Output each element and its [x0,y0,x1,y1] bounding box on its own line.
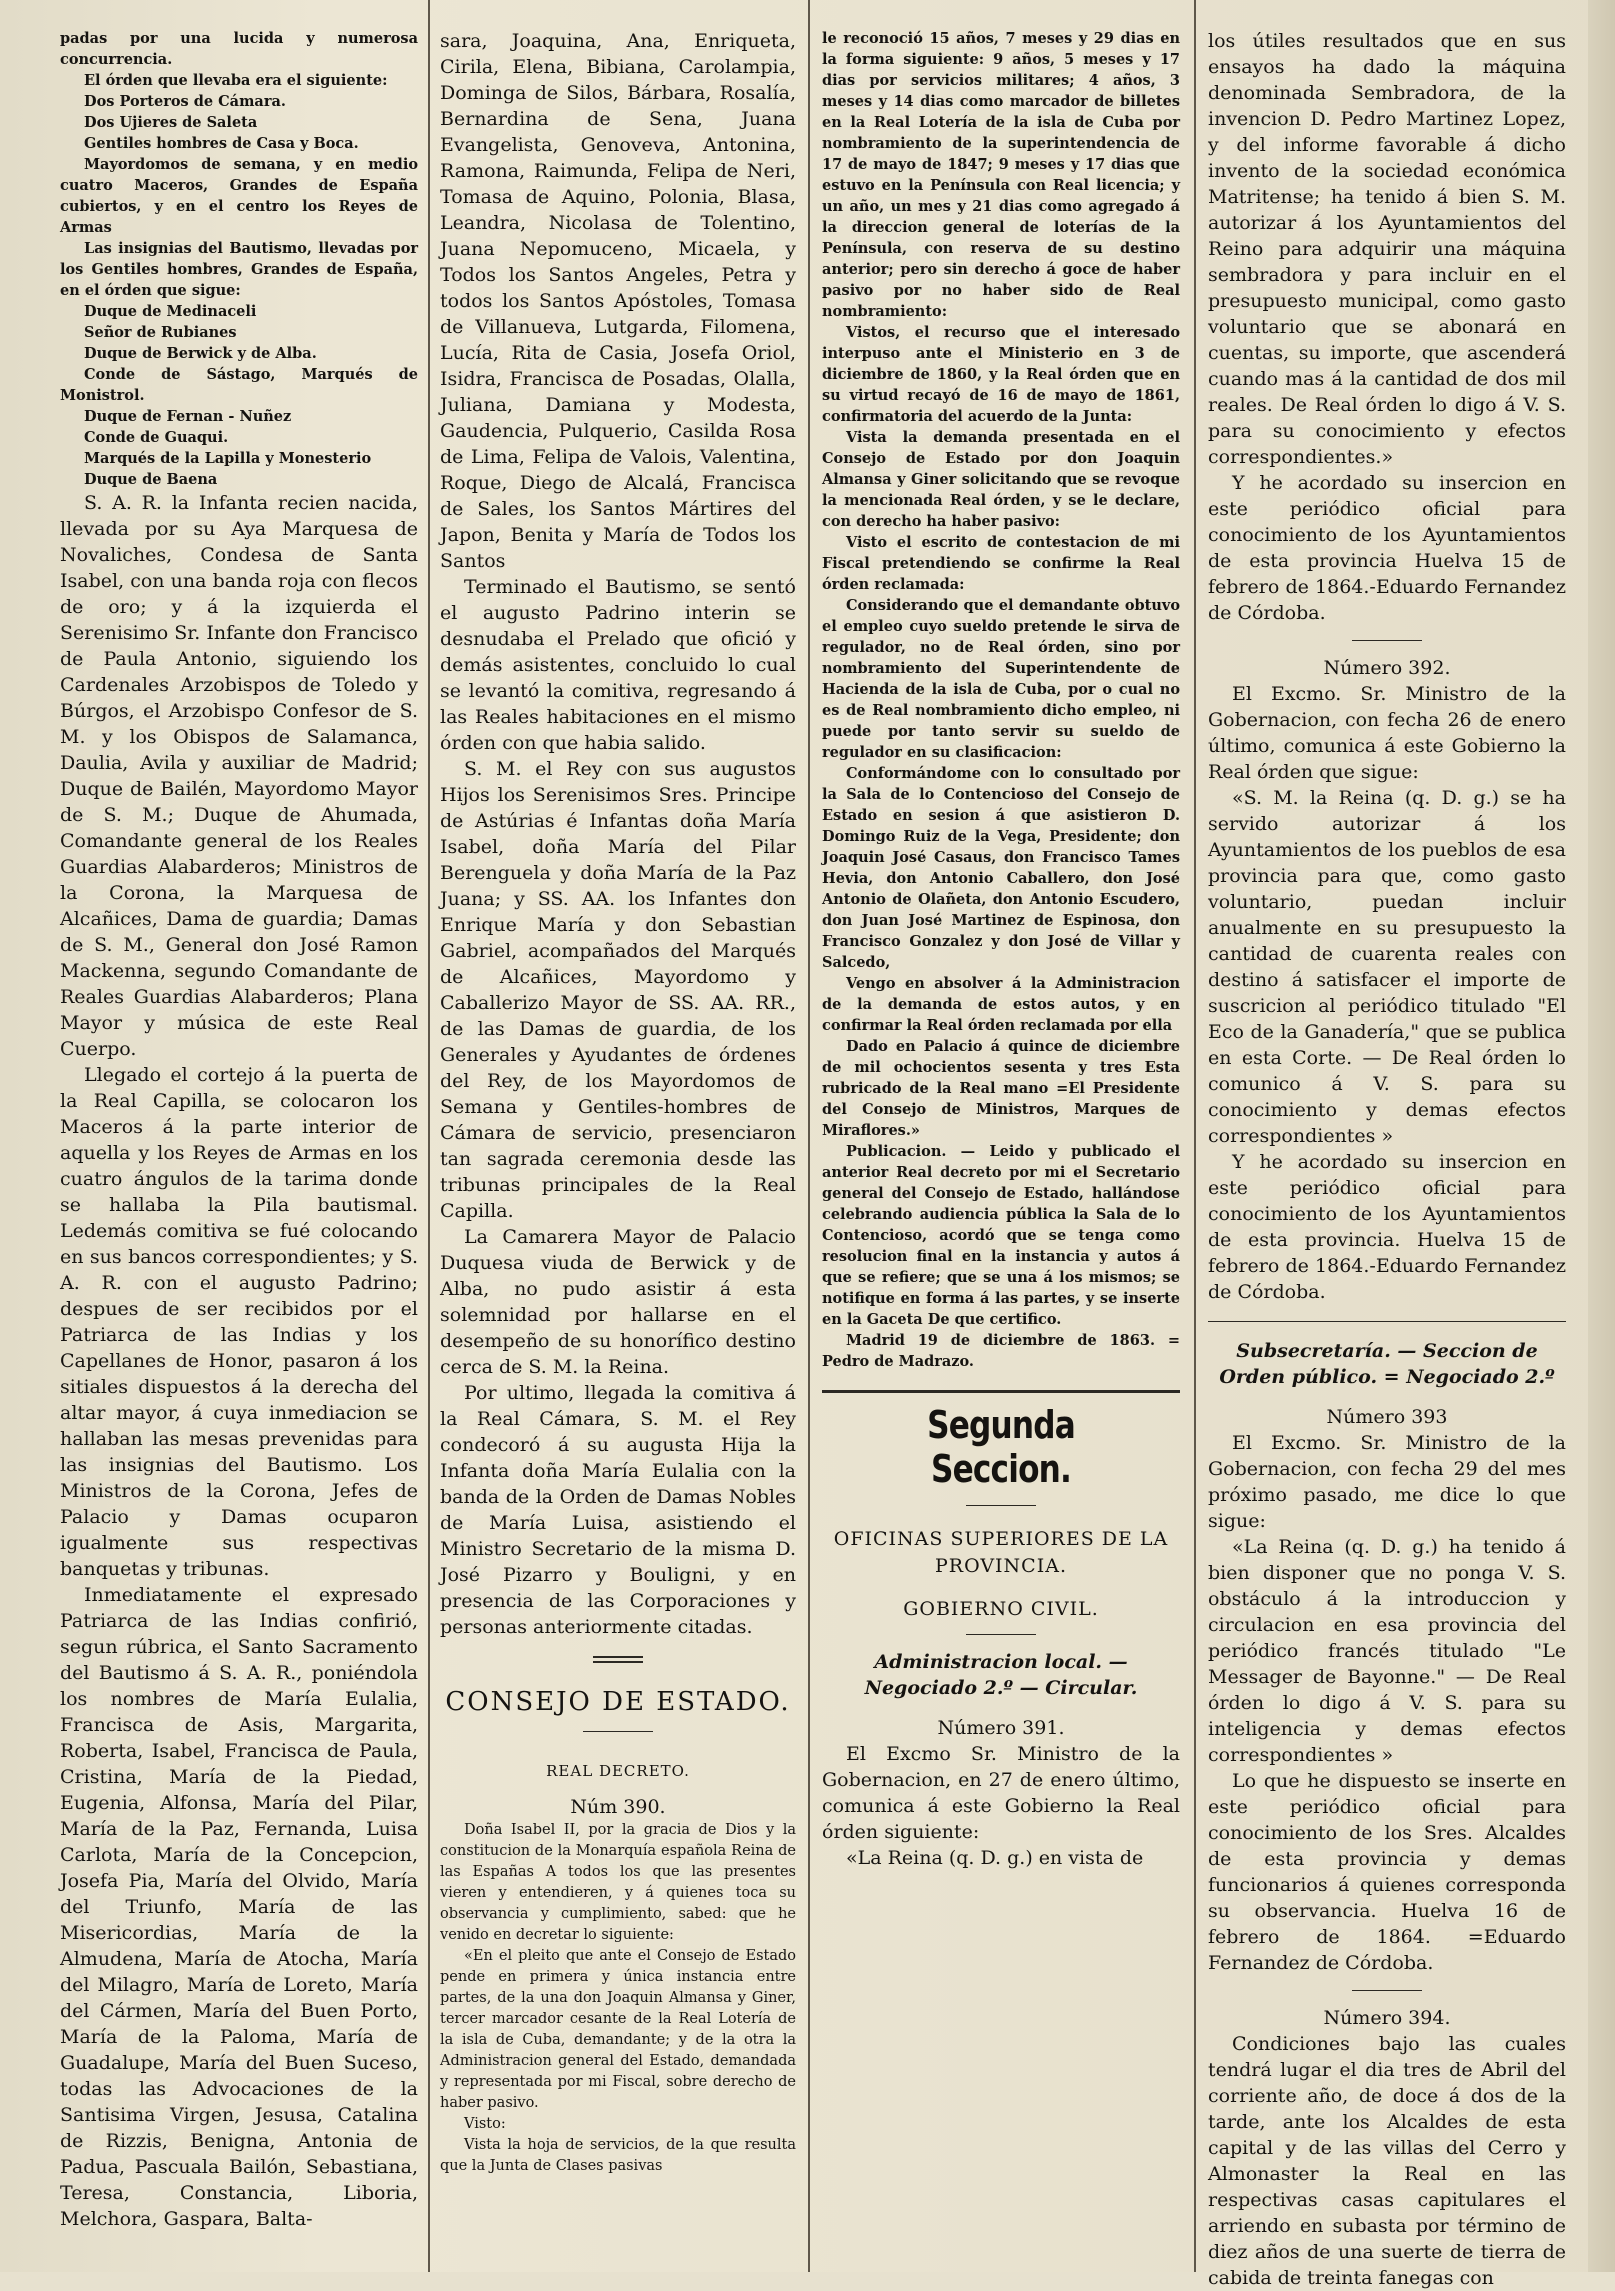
text-paragraph: sara, Joaquina, Ana, Enriqueta, Cirila, Elena, Bibiana, Carolampia, Dominga de Silos, Bárbara, Rosalía, Bernardina de Sena, Juana Evangelista, Genoveva, Antonina, Ramona, Raimunda, Felipa de Neri, Tomasa de Aquino, Polonia, Blasa, Leandra, Nicolasa de Tolentino, Juana Nepomuceno, Micaela, y Todos los Santos Angeles, Petra y todos los Santos Apóstoles, Tomasa de Villanueva, Lutgarda, Filomena, Lucía, Rita de Casia, Josefa Oriol, Isidra, Francisca de Posadas, Olalla, Juliana, Damiana y Modesta, Gaudencia, Pulquerio, Casilda Rosa de Lima, Felipa de Valois, Valentina, Roque, Diego de Alcalá, Francisca de Sales, los Santos Mártires del Japon, Benita y María de Todos los Santos [440,30,796,572]
text-paragraph: Vista la demanda presentada en el Consejo de Estado por don Joaquin Almansa y Giner solicitando que se revoque la mencionada Real órden, y se le declare, con derecho ha haber pasivo: [822,429,1180,530]
text-paragraph: Vista la hoja de servicios, de la que resulta que la Junta de Clases pasivas [440,2137,796,2174]
column-3 [822,28,1180,2262]
text-paragraph: Vengo en absolver á la Administracion de la demanda de estos autos, y en confirmar la Real órden reclamada por ella [822,975,1180,1034]
list-item: Dos Ujieres de Saleta [84,114,258,131]
text-paragraph: Visto: [464,2116,506,2132]
section-divider [822,1390,1180,1393]
text-paragraph: Condiciones bajo las cuales tendrá lugar el dia tres de Abril del corriente año, de doce á dos de la tarde, ante los Alcaldes de esta capital y de las villas del Cerro y Almonaster la Real en las respectivas casas capitulares el arriendo en subasta por término de diez años de una suerte de tierra de cabida de treinta fanegas con [1208,2033,1566,2289]
column-rule [1194,0,1196,2272]
text-paragraph: Llegado el cortejo á la puerta de la Real Capilla, se colocaron los Maceros á la parte interior de aquella y los Reyes de Armas en los cuatro ángulos de la tarima donde se hallaba la Pila bautismal. Ledemás comitiva se fué colocando en sus bancos correspondientes; y S. A. R. con el augusto Padrino; despues de ser recibidos por el Patriarca de las Indias y los Capellanes de Honor, pasaron á los sitiales dispuestos á la derecha del altar mayor, á cuya inmediacion se hallaban las mesas prevenidas para las insignias del Bautismo. Los Ministros de la Corona, Jefes de Palacio y Damas ocuparon igualmente sus respectivas banquetas y tribunas. [60,1064,418,1580]
list-item: Marqués de la Lapilla y Monesterio [84,450,372,467]
column-4 [1208,28,1566,2289]
text-paragraph: El Excmo. Sr. Ministro de la Gobernacion, con fecha 29 del mes próximo pasado, me dice lo que sigue: [1208,1432,1566,1532]
text-paragraph: «En el pleito que ante el Consejo de Estado pende en primera y única instancia entre partes, de la una don Joaquin Almansa y Giner, tercer marcador cesante de la Real Lotería de la isla de Cuba, demandante; y de la otra la Administracion general del Estado, demandada y representada por mi Fiscal, sobre derecho de haber pasivo. [440,1948,796,2111]
text-paragraph: Inmediatamente el expresado Patriarca de las Indias confirió, segun rúbrica, el Santo Sacramento del Bautismo á S. A. R., poniéndola los nombres de María Eulalia, Francisca de Asis, Margarita, Roberta, Isabel, Francisca de Paula, Cristina, María de la Piedad, Eugenia, Alfonsa, María del Pilar, María de la Paz, Fernanda, Luisa Carlota, María de la Concepcion, Josefa Pia, María del Olvido, María del Triunfo, María de las Misericordias, María de la Almudena, María de Atocha, María del Milagro, María de Loreto, María del Cármen, María del Buen Porto, María de la Paloma, María de Guadalupe, María del Buen Suceso, todas las Advocaciones de la Santisima Virgen, Jesusa, Catalina de Rizzis, Benigna, Antonia de Padua, Pascuala Bailón, Sebastiana, Teresa, Constancia, Liboria, Melchora, Gaspara, Balta- [60,1584,418,2230]
divider [966,1505,1036,1506]
text-paragraph: «La Reina (q. D. g.) ha tenido á bien disponer que no ponga V. S. obstáculo á la introduccion y circulacion en esa provincia del periódico francés titulado "Le Messager de Bayonne." — De Real órden lo digo á V. S. para su inteligencia y demas efectos correspondientes » [1208,1536,1566,1766]
decree-heading: REAL DECRETO. [546,1762,690,1780]
divider [966,1634,1036,1635]
list-item: Duque de Baena [84,471,218,488]
item-number: Número 394. [1323,2007,1451,2029]
column-1 [60,28,418,2262]
text-paragraph: El órden que llevaba era el siguiente: [84,72,388,89]
item-number: Número 393 [1326,1406,1448,1428]
divider [1352,640,1422,641]
text-paragraph: Conformándome con lo consultado por la Sala de lo Contencioso del Consejo de Estado en sesion á que asistieron D. Domingo Ruiz de la Vega, Presidente; don Joaquin José Casaus, don Francisco Tames Hevia, don Antonio Caballero, don José Antonio de Olañeta, don Antonio Escudero, don Juan José Martinez de Espinosa, don Francisco Gonzalez y don José de Villar y Salcedo, [822,765,1180,971]
list-item: Duque de Medinaceli [84,303,257,320]
subsection-heading: Subsecretaría. — Seccion de Orden público. = Negociado 2.º [1219,1340,1555,1388]
column-rule [428,0,430,2272]
text-paragraph: Mayordomos de semana, y en medio cuatro Maceros, Grandes de España cubiertos, y en el centro los Reyes de Armas [60,156,418,236]
column-rule [808,0,810,2272]
list-item: Duque de Fernan - Nuñez [84,408,292,425]
decree-number: Núm 390. [570,1796,666,1818]
text-paragraph: El Excmo. Sr. Ministro de la Gobernacion, con fecha 26 de enero último, comunica á este Gobierno la Real órden que sigue: [1208,683,1566,783]
section-heading: OFICINAS SUPERIORES DE LA PROVINCIA. [833,1528,1169,1577]
text-paragraph: Considerando que el demandante obtuvo el empleo cuyo sueldo pretende le sirva de regulador, no de Real órden, sino por nombramiento del Superintendente de Hacienda de la isla de Cuba, por o cual no es de Real nombramiento dicho empleo, ni puede por tanto servir su sueldo de regulador en su clasificacion: [822,597,1180,761]
text-paragraph: Lo que he dispuesto se inserte en este periódico oficial para conocimiento de los Sres. Alcaldes de esta provincia y demas funcionarios á quienes corresponda su observancia. Huelva 16 de febrero de 1864. =Eduardo Fernandez de Córdoba. [1208,1770,1566,1974]
section-title: Segunda Seccion. [927,1403,1075,1491]
text-paragraph: «S. M. la Reina (q. D. g.) se ha servido autorizar á los Ayuntamientos de los pueblos de esa provincia para que, como gasto voluntario, puedan incluir anualmente en su presupuesto la cantidad de cuarenta reales con destino á satisfacer el importe de suscricion al periódico titulado "El Eco de la Ganadería," que se publica en esta Corte. — De Real órden lo comunico á V. S. para su conocimiento y demas efectos correspondientes » [1208,787,1566,1147]
text-paragraph: «La Reina (q. D. g.) en vista de [846,1847,1144,1869]
page-edge [1588,0,1615,2272]
text-paragraph: le reconoció 15 años, 7 meses y 29 dias en la forma siguiente: 9 años, 5 meses y 17 dias por servicios militares; 4 años, 3 meses y 14 dias como marcador de billetes en la Real Lotería de la isla de Cuba por nombramiento de la superintendencia de 17 de mayo de 1847; 9 meses y 17 dias que estuvo en la Península con Real licencia; y un año, un mes y 21 dias como agregado á la direccion general de loterías de la Península, con reserva de su destino anterior; pero sin derecho á goce de haber pasivo por no haber sido de Real nombramiento: [822,30,1180,320]
text-paragraph: El Excmo Sr. Ministro de la Gobernacion, en 27 de enero último, comunica á este Gobierno la Real órden siguiente: [822,1743,1180,1843]
list-item: Dos Porteros de Cámara. [84,93,286,110]
list-item: Gentiles hombres de Casa y Boca. [84,135,359,152]
list-item: Conde de Guaqui. [84,429,229,446]
list-item: Duque de Berwick y de Alba. [84,345,317,362]
section-heading: CONSEJO DE ESTADO. [445,1687,791,1717]
text-paragraph: Vistos, el recurso que el interesado interpuso ante el Ministerio en 3 de diciembre de 1860, y la Real órden que en su virtud recayó de 16 de mayo de 1861, confirmatoria del acuerdo de la Junta: [822,324,1180,425]
list-item: Conde de Sástago, Marqués de Monistrol. [60,366,418,404]
text-paragraph: padas por una lucida y numerosa concurrencia. [60,30,418,68]
section-divider [593,1656,643,1663]
text-paragraph: La Camarera Mayor de Palacio Duquesa viuda de Berwick y de Alba, no pudo asistir á esta solemnidad por hallarse en el desempeño de su honorífico destino cerca de S. M. la Reina. [440,1226,796,1378]
text-paragraph: Doña Isabel II, por la gracia de Dios y la constitucion de la Monarquía española Reina de las Españas A todos los que las presentes vieren y entendieren, y á quienes toca su observancia y cumplimiento, sabed: que he venido en decretar lo siguiente: [440,1822,796,1943]
text-paragraph: Publicacion. — Leido y publicado el anterior Real decreto por mi el Secretario general del Consejo de Estado, hallándose celebrando audiencia pública la Sala de lo Contencioso, acordó que se tenga como resolucion final en la instancia y autos á que se refiere; que se una á los mismos; se notifique en forma á las partes, y se inserte en la Gaceta De que certifico. [822,1143,1180,1328]
text-paragraph: los útiles resultados que en sus ensayos ha dado la máquina denominada Sembradora, de la invencion D. Pedro Martinez Lopez, y del informe favorable á dicho invento de la sociedad económica Matritense; ha tenido á bien S. M. autorizar á los Ayuntamientos del Reino para adquirir una máquina sembradora y para incluir en el presupuesto municipal, como gasto voluntario que se abonará en cuentas, su importe, que ascenderá cuando mas á la cantidad de dos mil reales. De Real órden lo digo á V. S. para su conocimiento y efectos correspondientes.» [1208,30,1566,468]
divider [1208,1321,1566,1322]
text-paragraph: S. M. el Rey con sus augustos Hijos los Serenisimos Sres. Principe de Astúrias é Infantas doña María Isabel, doña María del Pilar Berenguela y doña María de la Paz Juana; y SS. AA. los Infantes don Enrique María y don Sebastian Gabriel, acompañados del Marqués de Alcañices, Mayordomo y Caballerizo Mayor de SS. AA. RR., de las Damas de guardia, de los Generales y Ayudantes de órdenes del Rey, de los Mayordomos de Semana y Gentiles-hombres de Cámara de servicio, presenciaron tan sagrada ceremonia desde las tribunas principales de la Real Capilla. [440,758,796,1222]
signature-line: Madrid 19 de diciembre de 1863. = Pedro de Madrazo. [822,1332,1180,1370]
text-paragraph: Por ultimo, llegada la comitiva á la Real Cámara, S. M. el Rey condecoró á su augusta Hija la Infanta doña María Eulalia con la banda de la Orden de Damas Nobles de María Luisa, asistiendo el Ministro Secretario de la misma D. José Pizarro y Bouligni, y en presencia de las Corporaciones y personas anteriormente citadas. [440,1382,796,1638]
text-paragraph: Y he acordado su insercion en este periódico oficial para conocimiento de los Ayuntamientos de esta provincia. Huelva 15 de febrero de 1864.-Eduardo Fernandez de Córdoba. [1208,1151,1566,1303]
section-heading: GOBIERNO CIVIL. [903,1598,1099,1620]
item-number: Número 391. [937,1717,1065,1739]
divider [1352,1990,1422,1991]
list-item: Señor de Rubianes [84,324,237,341]
text-paragraph: Visto el escrito de contestacion de mi Fiscal pretendiendo se confirme la Real órden reclamada: [822,534,1180,593]
subsection-heading: Administracion local. — Negociado 2.º — Circular. [864,1651,1138,1699]
item-number: Número 392. [1323,657,1451,679]
text-paragraph: Dado en Palacio á quince de diciembre de mil ochocientos sesenta y tres Esta rubricado de la Real mano =El Presidente del Consejo de Ministros, Marques de Miraflores.» [822,1038,1180,1139]
text-paragraph: S. A. R. la Infanta recien nacida, llevada por su Aya Marquesa de Novaliches, Condesa de Santa Isabel, con una banda roja con flecos de oro; y á la izquierda el Serenisimo Sr. Infante don Francisco de Paula Antonio, siguiendo los Cardenales Arzobispos de Toledo y Búrgos, el Arzobispo Confesor de S. M. y los Obispos de Salamanca, Daulia, Avila y auxiliar de Madrid; Duque de Bailén, Mayordomo Mayor de S. M.; Duque de Ahumada, Comandante general de los Reales Guardias Alabarderos; Ministros de la Corona, la Marquesa de Alcañices, Dama de guardia; Damas de S. M., General don José Ramon Mackenna, segundo Comandante de Reales Guardias Alabarderos; Plana Mayor y música de este Real Cuerpo. [60,492,418,1060]
text-paragraph: Terminado el Bautismo, se sentó el augusto Padrino interin se desnudaba el Prelado que ofició y demás asistentes, concluido lo cual se levantó la comitiva, regresando á las Reales habitaciones en el mismo órden con que habia salido. [440,576,796,754]
column-2 [440,28,796,2262]
text-paragraph: Y he acordado su insercion en este periódico oficial para conocimiento de los Ayuntamientos de esta provincia Huelva 15 de febrero de 1864.-Eduardo Fernandez de Córdoba. [1208,472,1566,624]
text-paragraph: Las insignias del Bautismo, llevadas por los Gentiles hombres, Grandes de España, en el órden que sigue: [60,240,418,299]
divider [583,1731,653,1732]
